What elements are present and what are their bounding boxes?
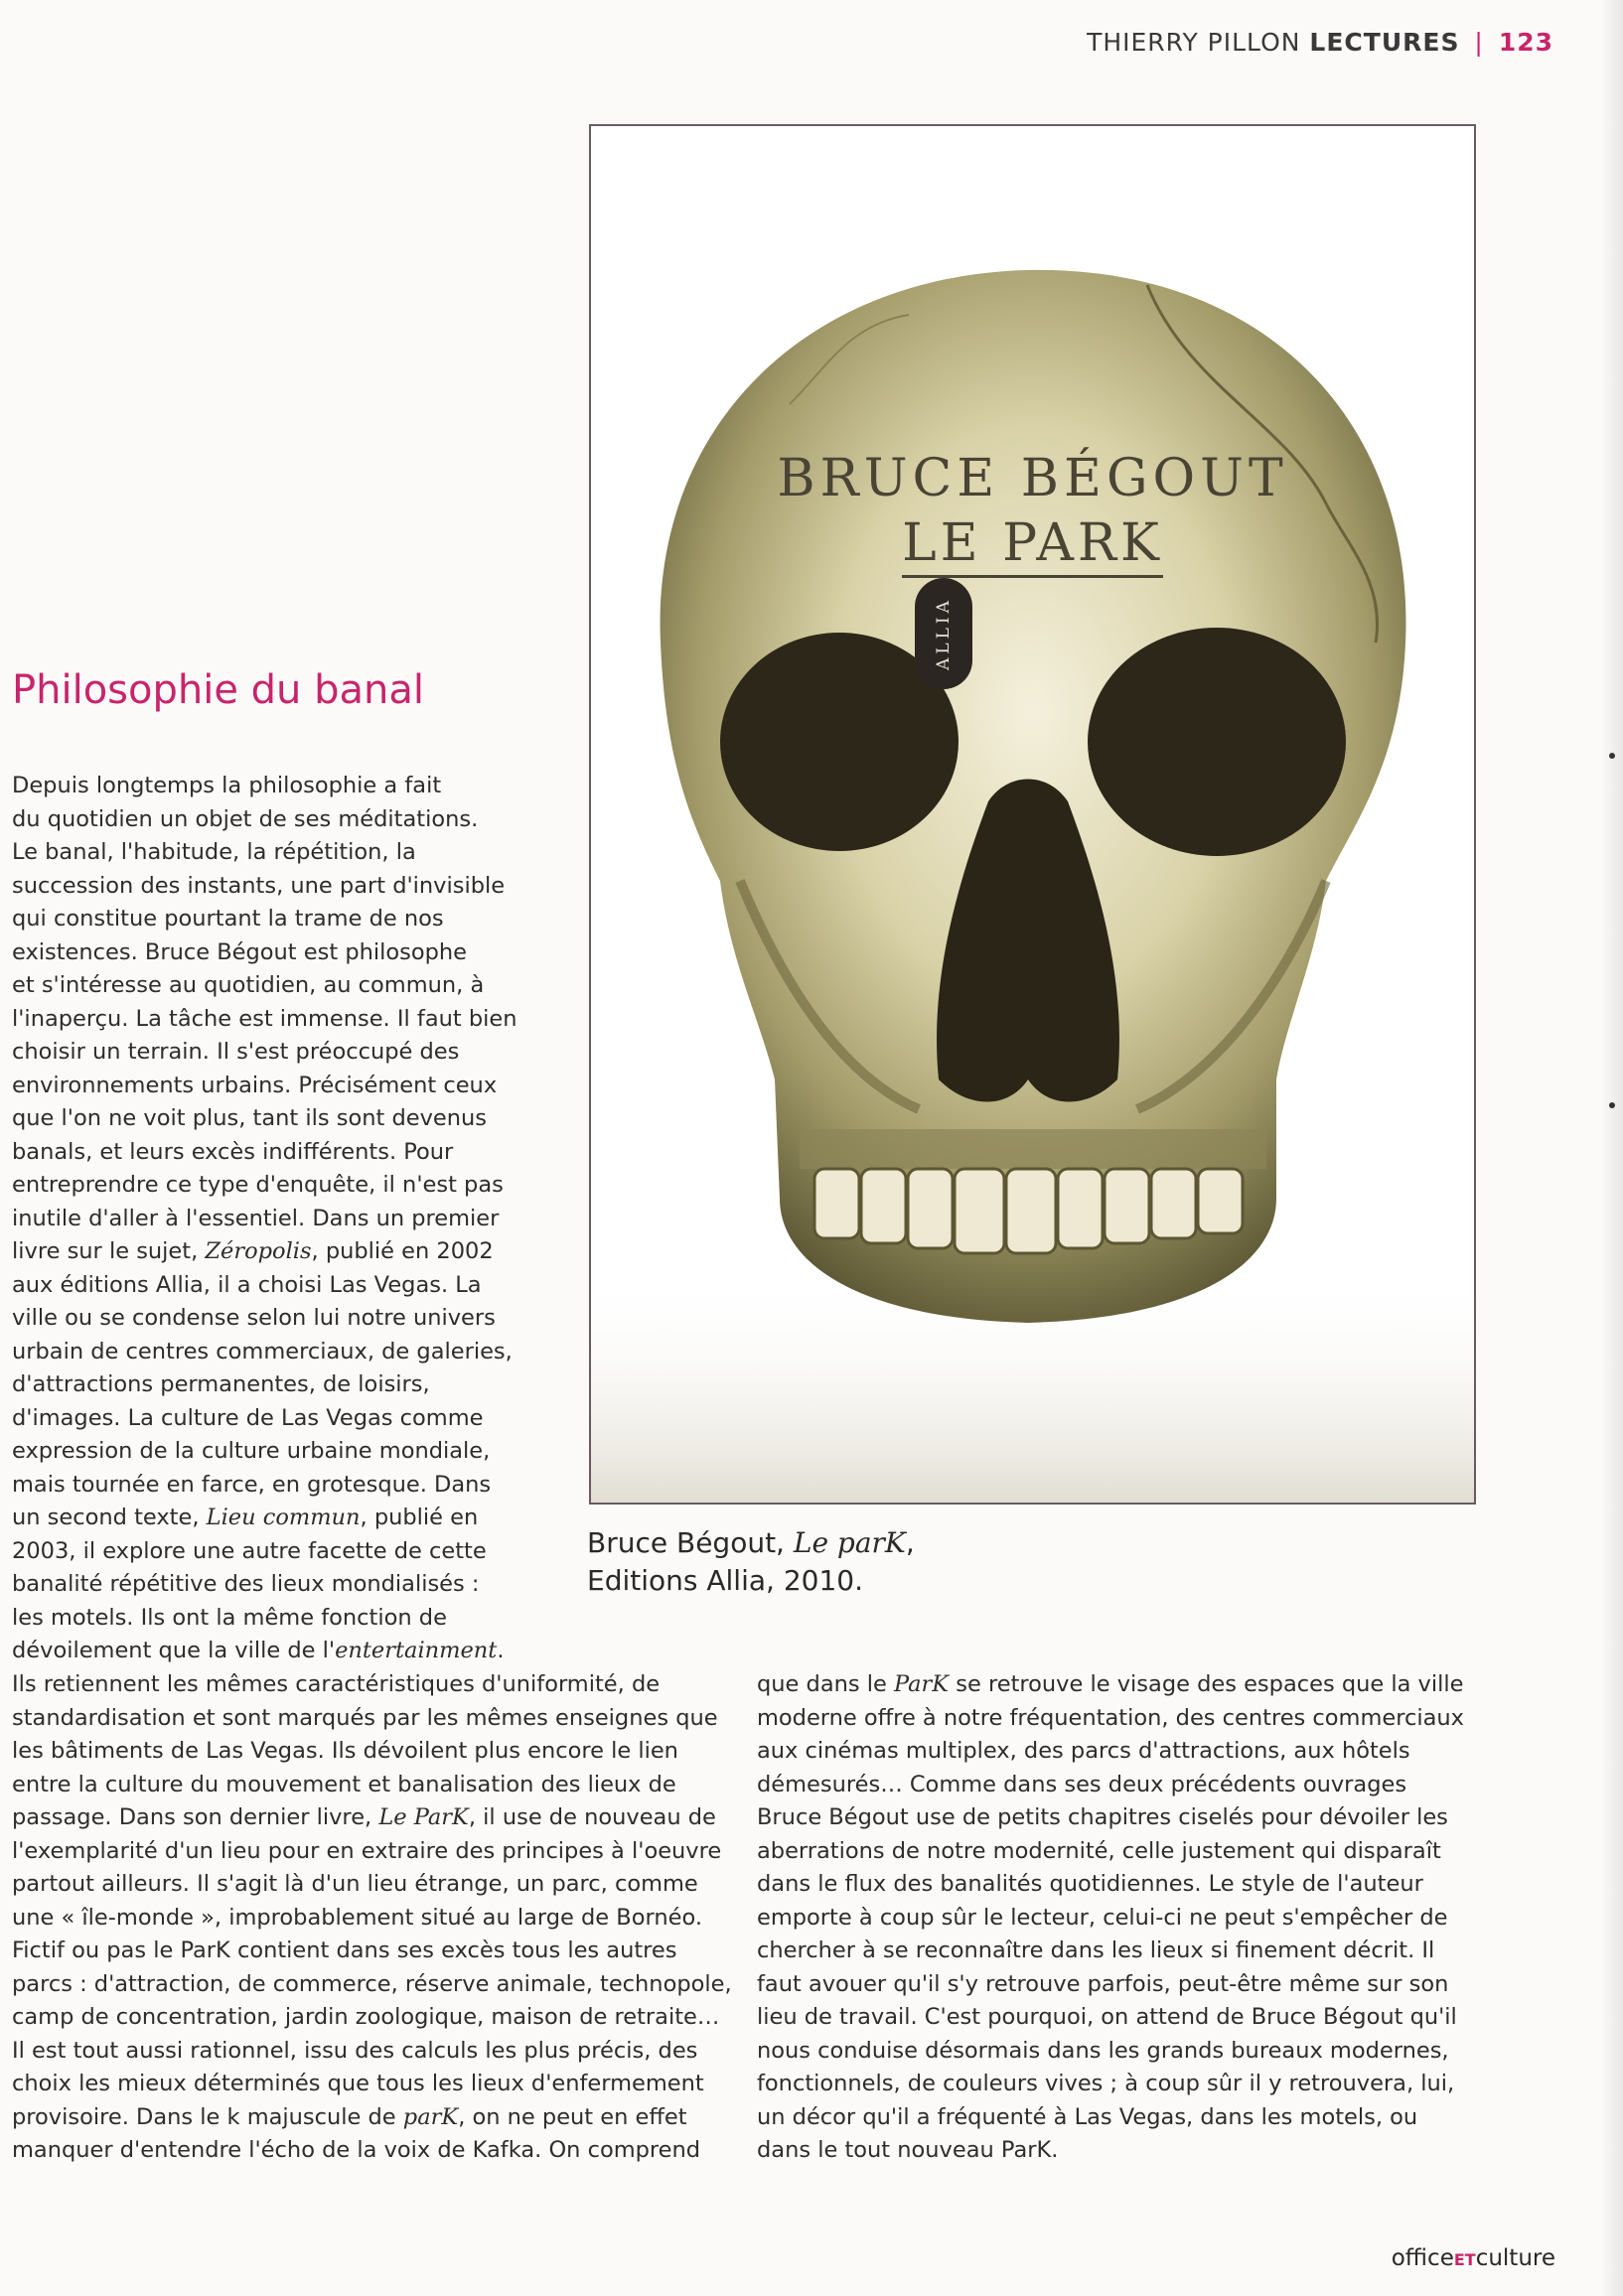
text-run: Le banal, l'habitude, la répétition, la xyxy=(12,839,416,865)
text-line xyxy=(12,870,516,904)
text-line xyxy=(757,1835,1464,1869)
text-line xyxy=(757,1735,1464,1769)
text-run: les motels. Ils ont la même fonction de xyxy=(12,1604,447,1631)
text-run: aux cinémas multiplex, des parcs d'attractions, aux hôtels xyxy=(757,1738,1410,1764)
text-run: dans le flux des banalités quotidiennes. Le style de l'auteur xyxy=(757,1871,1423,1897)
text-run: emporte à coup sûr le lecteur, celui-ci ne peut s'empêcher de xyxy=(757,1904,1448,1931)
text-run: . xyxy=(497,1638,505,1663)
text-run: Bruce Bégout use de petits chapitres ciselés pour dévoiler les xyxy=(757,1804,1448,1830)
text-run: dans le tout nouveau ParK. xyxy=(757,2137,1059,2163)
text-line xyxy=(12,903,516,936)
brand-part-office: office xyxy=(1391,2245,1454,2271)
text-run: , publié en xyxy=(360,1505,479,1530)
text-run: livre sur le sujet, xyxy=(12,1238,206,1264)
text-line xyxy=(12,1235,516,1269)
italic-title: Le ParK xyxy=(378,1804,469,1830)
italic-title: entertainment xyxy=(335,1638,498,1663)
text-run: les bâtiments de Las Vegas. Ils dévoilent plus encore le lien xyxy=(12,1738,678,1764)
caption-author: Bruce Bégout, xyxy=(587,1526,794,1559)
text-line xyxy=(757,2134,1464,2168)
text-run: du quotidien un objet de ses méditations. xyxy=(12,805,479,832)
text-run: un décor qu'il a fréquenté à Las Vegas, dans les motels, ou xyxy=(757,2103,1418,2130)
text-line xyxy=(12,803,516,837)
text-run: succession des instants, une part d'invisible xyxy=(12,872,506,899)
text-run: l'exemplarité d'un lieu pour en extraire des principes à l'oeuvre xyxy=(12,1837,722,1864)
magazine-brand xyxy=(1392,2245,1555,2271)
text-run: banalité répétitive des lieux mondialisés : xyxy=(12,1571,480,1597)
text-line xyxy=(757,1935,1464,1968)
figure-caption xyxy=(587,1524,1004,1600)
text-run: moderne offre à notre fréquentation, des centres commerciaux xyxy=(757,1704,1464,1731)
text-line xyxy=(757,2068,1464,2101)
text-line xyxy=(757,1968,1464,2002)
text-run: entre la culture du mouvement et banalisation des lieux de xyxy=(12,1771,676,1797)
text-line xyxy=(12,1169,516,1203)
text-line xyxy=(12,1968,732,2002)
text-line xyxy=(12,1469,516,1503)
text-line xyxy=(12,1868,732,1902)
text-run: que dans le xyxy=(757,1671,894,1697)
italic-title: Lieu commun xyxy=(206,1505,361,1530)
cover-author: BRUCE BÉGOUT xyxy=(777,449,1288,508)
text-line xyxy=(757,1769,1464,1802)
text-run: camp de concentration, jardin zoologique, maison de retraite… xyxy=(12,2004,720,2030)
text-line xyxy=(757,2101,1464,2135)
text-line xyxy=(12,1568,516,1602)
article-column-right xyxy=(757,1668,1464,2168)
header-section: LECTURES xyxy=(1309,28,1460,57)
text-line xyxy=(12,1835,732,1869)
text-line xyxy=(12,2134,732,2168)
text-line xyxy=(12,1635,516,1668)
caption-title-suffix: , xyxy=(905,1526,915,1559)
text-line xyxy=(12,1902,732,1936)
text-run: faut avouer qu'il s'y retrouve parfois, peut-être même sur son xyxy=(757,1970,1449,1997)
text-line xyxy=(12,1302,516,1336)
text-line xyxy=(12,1269,516,1303)
text-run: , on ne peut en effet xyxy=(458,2103,687,2130)
text-line xyxy=(12,1102,516,1136)
skull-cover-illustration xyxy=(591,126,1476,1505)
text-line xyxy=(12,1070,516,1103)
text-run: dévoilement que la ville de l' xyxy=(12,1638,336,1663)
text-run: l'inaperçu. La tâche est immense. Il faut bien xyxy=(12,1005,517,1032)
text-line xyxy=(12,1935,732,1968)
caption-publisher: Editions Allia, 2010. xyxy=(587,1564,863,1597)
text-run: entreprendre ce type d'enquête, il n'est pas xyxy=(12,1172,504,1198)
text-line xyxy=(12,1769,732,1802)
text-line xyxy=(12,1602,516,1636)
italic-title: Zéropolis xyxy=(205,1238,312,1264)
publisher-badge-label: ALLIA xyxy=(934,597,954,670)
text-line xyxy=(12,1735,732,1769)
text-run: lieu de travail. C'est pourquoi, on attend de Bruce Bégout qu'il xyxy=(757,2004,1457,2030)
text-run: se retrouve le visage des espaces que la ville xyxy=(949,1671,1464,1697)
text-line xyxy=(12,2001,732,2035)
text-line xyxy=(12,969,516,1003)
text-run: banals, et leurs excès indifférents. Pour xyxy=(12,1138,454,1165)
text-run: Depuis longtemps la philosophie a fait xyxy=(12,773,442,798)
text-line xyxy=(12,1702,732,1736)
text-run: passage. Dans son dernier livre, xyxy=(12,1804,379,1830)
text-run: démesurés… Comme dans ses deux précédents ouvrages xyxy=(757,1771,1407,1797)
text-run: choisir un terrain. Il s'est préoccupé des xyxy=(12,1039,460,1065)
text-line xyxy=(757,2001,1464,2035)
brand-part-culture: culture xyxy=(1475,2245,1555,2271)
text-line xyxy=(12,936,516,970)
text-line xyxy=(12,1502,516,1535)
text-line xyxy=(12,1336,516,1369)
text-run: , publié en 2002 xyxy=(311,1238,494,1264)
text-run: d'images. La culture de Las Vegas comme xyxy=(12,1404,484,1431)
text-run: Fictif ou pas le ParK contient dans ses excès tous les autres xyxy=(12,1937,677,1963)
text-run: ville ou se condense selon lui notre univers xyxy=(12,1305,496,1331)
text-line xyxy=(12,1535,516,1569)
article-title: Philosophie du banal xyxy=(12,667,424,713)
text-run: nous conduise désormais dans les grands bureaux modernes, xyxy=(757,2037,1449,2064)
text-line xyxy=(12,1203,516,1236)
text-run: parcs : d'attraction, de commerce, réserve animale, technopole, xyxy=(12,1970,732,1997)
text-run: choix les mieux déterminés que tous les lieux d'enfermement xyxy=(12,2071,704,2096)
text-line xyxy=(12,836,516,870)
text-line xyxy=(757,2035,1464,2069)
text-run: et s'intéresse au quotidien, au commun, à xyxy=(12,972,485,998)
text-line xyxy=(12,2101,732,2135)
italic-title: parK xyxy=(402,2103,459,2130)
text-line xyxy=(12,2035,732,2069)
text-run: que l'on ne voit plus, tant ils sont devenus xyxy=(12,1105,488,1131)
text-run: un second texte, xyxy=(12,1505,207,1530)
margin-mark xyxy=(1609,753,1615,759)
text-line xyxy=(12,770,516,803)
text-line xyxy=(12,1435,516,1469)
header-author: THIERRY PILLON xyxy=(1087,28,1301,57)
text-line xyxy=(12,1003,516,1037)
text-line xyxy=(757,1902,1464,1936)
caption-title: Le parK xyxy=(793,1526,906,1559)
text-run: inutile d'aller à l'essentiel. Dans un premier xyxy=(12,1205,500,1231)
page-number: 123 xyxy=(1498,28,1553,57)
text-run: 2003, il explore une autre facette de cette xyxy=(12,1537,487,1564)
text-run: , il use de nouveau de xyxy=(468,1804,716,1830)
text-run: standardisation et sont marqués par les mêmes enseignes que xyxy=(12,1704,718,1731)
text-run: partout ailleurs. Il s'agit là d'un lieu étrange, un parc, comme xyxy=(12,1871,698,1897)
text-run: expression de la culture urbaine mondiale, xyxy=(12,1438,491,1464)
header-separator: | xyxy=(1474,28,1484,57)
text-line xyxy=(757,1801,1464,1835)
text-line xyxy=(12,1668,732,1702)
article-column-left xyxy=(12,770,516,1668)
text-run: aberrations de notre modernité, celle justement qui disparaît xyxy=(757,1837,1441,1864)
text-run: fonctionnels, de couleurs vives ; à coup sûr il y retrouvera, lui, xyxy=(757,2071,1455,2096)
text-run: existences. Bruce Bégout est philosophe xyxy=(12,938,467,965)
text-run: qui constitue pourtant la trame de nos xyxy=(12,906,444,932)
brand-part-et: ET xyxy=(1453,2250,1476,2269)
margin-mark xyxy=(1609,1102,1615,1108)
text-run: provisoire. Dans le k majuscule de xyxy=(12,2103,403,2130)
text-line xyxy=(12,1801,732,1835)
italic-title: ParK xyxy=(894,1671,950,1697)
page-edge-shadow xyxy=(1601,0,1623,2296)
text-run: Ils retiennent les mêmes caractéristiques d'uniformité, de xyxy=(12,1671,661,1697)
text-line xyxy=(757,1668,1464,1702)
cover-title: LE PARK xyxy=(591,513,1474,573)
text-run: d'attractions permanentes, de loisirs, xyxy=(12,1371,430,1397)
text-run: manquer d'entendre l'écho de la voix de Kafka. On comprend xyxy=(12,2137,701,2163)
text-line xyxy=(757,1702,1464,1736)
text-line xyxy=(12,1368,516,1402)
book-cover-figure xyxy=(589,124,1476,1505)
text-line xyxy=(757,1868,1464,1902)
text-run: mais tournée en farce, en grotesque. Dans xyxy=(12,1471,492,1498)
text-run: chercher à se reconnaître dans les lieux si finement décrit. Il xyxy=(757,1937,1435,1963)
article-column-bottom xyxy=(12,1668,732,2168)
text-run: Il est tout aussi rationnel, issu des calculs les plus précis, des xyxy=(12,2037,698,2064)
text-run: urbain de centres commerciaux, de galeries, xyxy=(12,1338,513,1364)
text-line xyxy=(12,2068,732,2101)
text-line xyxy=(12,1402,516,1436)
text-run: environnements urbains. Précisément ceux xyxy=(12,1072,498,1098)
text-run: une « île-monde », improbablement situé au large de Bornéo. xyxy=(12,1904,702,1931)
text-line xyxy=(12,1136,516,1170)
running-header xyxy=(1087,28,1553,57)
text-run: aux éditions Allia, il a choisi Las Vegas. La xyxy=(12,1271,482,1298)
text-line xyxy=(12,1036,516,1070)
publisher-badge xyxy=(915,578,972,689)
